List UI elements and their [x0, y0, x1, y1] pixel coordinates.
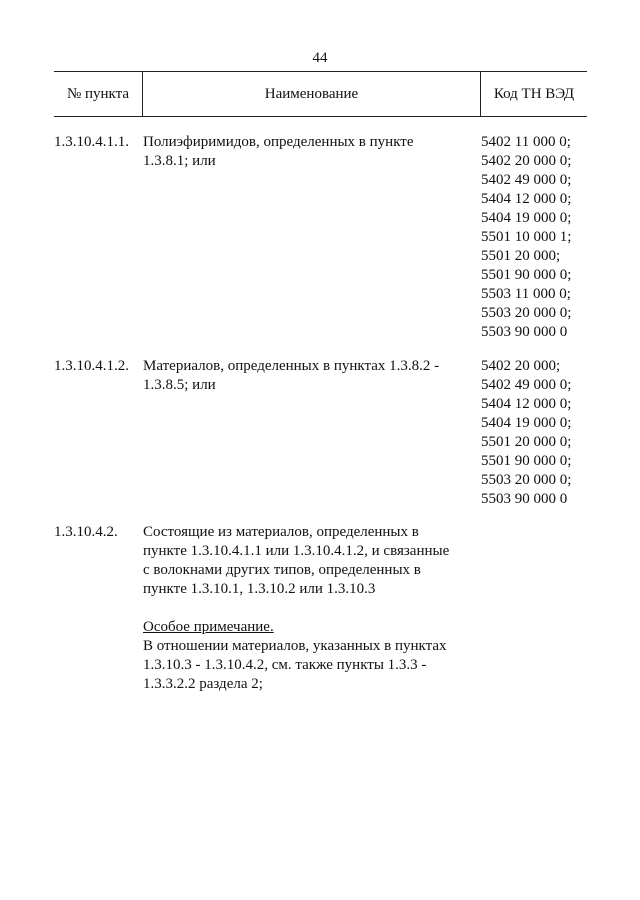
page-number: 44	[312, 50, 328, 66]
tn-ved-code: 5402 11 000 0;	[481, 134, 571, 150]
row-name-line: Материалов, определенных в пунктах 1.3.8.2 -	[143, 358, 440, 374]
row-name	[143, 133, 483, 171]
tn-ved-code: 5501 90 000 0;	[481, 267, 572, 283]
special-note-line: 1.3.3.2.2 раздела 2;	[143, 676, 263, 692]
row-number: 1.3.10.4.1.1.	[54, 134, 129, 150]
tn-ved-code: 5404 12 000 0;	[481, 191, 572, 207]
special-note-line: В отношении материалов, указанных в пунктах	[143, 638, 447, 654]
tn-ved-code: 5503 90 000 0	[481, 324, 568, 340]
special-note-line: 1.3.10.3 - 1.3.10.4.2, см. также пункты 1.3.3 -	[143, 657, 427, 673]
header-col-name: Наименование	[143, 72, 481, 116]
row-codes	[481, 133, 591, 342]
tn-ved-code: 5503 90 000 0	[481, 491, 568, 507]
tn-ved-code: 5501 10 000 1;	[481, 229, 572, 245]
tn-ved-code: 5402 49 000 0;	[481, 377, 572, 393]
tn-ved-code: 5501 20 000;	[481, 248, 561, 264]
row-name-line: 1.3.8.1; или	[143, 153, 216, 169]
row-name-line: Состоящие из материалов, определенных в	[143, 524, 419, 540]
special-note-title: Особое примечание.	[143, 619, 274, 635]
tn-ved-code: 5503 20 000 0;	[481, 472, 572, 488]
tn-ved-code: 5501 20 000 0;	[481, 434, 572, 450]
tn-ved-code: 5503 20 000 0;	[481, 305, 572, 321]
row-name-line: Полиэфиримидов, определенных в пункте	[143, 134, 414, 150]
table-header	[54, 71, 587, 117]
tn-ved-code: 5402 49 000 0;	[481, 172, 572, 188]
row-name-line: пункте 1.3.10.4.1.1 или 1.3.10.4.1.2, и связанные	[143, 543, 450, 559]
tn-ved-code: 5402 20 000;	[481, 358, 561, 374]
row-number: 1.3.10.4.1.2.	[54, 358, 129, 374]
row-name	[143, 357, 483, 395]
row-codes	[481, 357, 591, 509]
row-name-line: 1.3.8.5; или	[143, 377, 216, 393]
tn-ved-code: 5501 90 000 0;	[481, 453, 572, 469]
tn-ved-code: 5404 19 000 0;	[481, 210, 572, 226]
tn-ved-code: 5404 12 000 0;	[481, 396, 572, 412]
tn-ved-code: 5404 19 000 0;	[481, 415, 572, 431]
header-col-number: № пункта	[54, 72, 143, 116]
header-col-code: Код ТН ВЭД	[493, 85, 575, 102]
tn-ved-code: 5402 20 000 0;	[481, 153, 572, 169]
tn-ved-code: 5503 11 000 0;	[481, 286, 571, 302]
row-name	[143, 523, 483, 694]
row-name-line: с волокнами других типов, определенных в	[143, 562, 421, 578]
row-name-line: пункте 1.3.10.1, 1.3.10.2 или 1.3.10.3	[143, 581, 376, 597]
row-number: 1.3.10.4.2.	[54, 524, 118, 540]
